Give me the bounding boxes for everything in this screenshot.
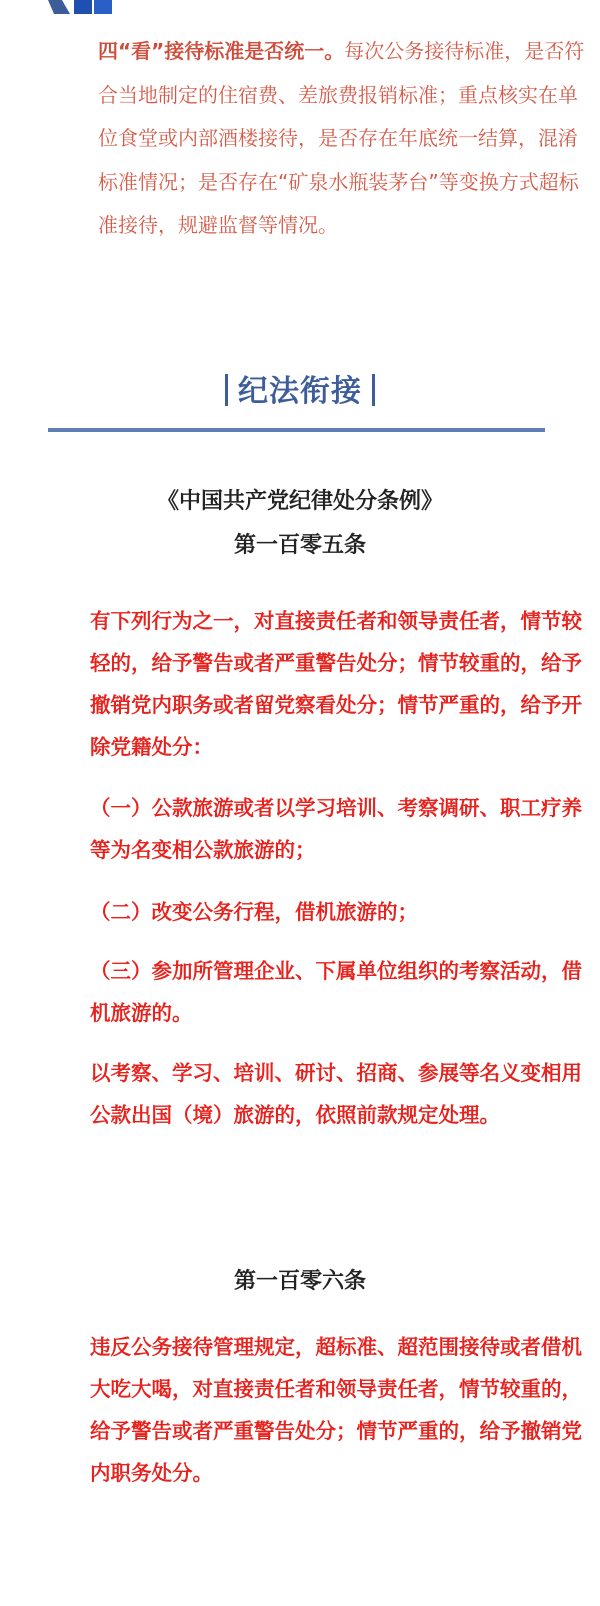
inspection-body: 每次公务接待标准，是否符合当地制定的住宿费、差旅费报销标准；重点核实在单位食堂或内部酒楼接待，是否存在年底统一结算，混淆标准情况；是否存在“矿泉水瓶装茅台”等变换方式超标准接待，规避监督等情况。 [98,39,585,237]
heading-bar-right [372,374,375,406]
section-heading [0,366,600,410]
article-105-item-1: （一）公款旅游或者以学习培训、考察调研、职工疗养等为名变相公款旅游的； [90,796,582,862]
section-title: 纪法衔接 [238,374,362,409]
article-105-paragraph-1: 有下列行为之一，对直接责任者和领导责任者，情节较轻的，给予警告或者严重警告处分；情节较重的，给予撤销党内职务或者留党察看处分；情节严重的，给予开除党籍处分： [90,609,582,759]
article-105-title: 第一百零五条 [233,533,366,558]
inspection-lead: 四“看”接待标准是否统一。 [98,39,345,63]
article-106-title: 第一百零六条 [233,1269,366,1294]
article-106-paragraph-1: 违反公务接待管理规定，超标准、超范围接待或者借机大吃大喝，对直接责任者和领导责任者，情节较重的，给予警告或者严重警告处分；情节严重的，给予撤销党内职务处分。 [90,1335,582,1485]
regulation-title: 《中国共产党纪律处分条例》 [156,489,443,514]
heading-bar-left [225,374,228,406]
inspection-point-4 [56,30,588,248]
article-105-item-3: （三）参加所管理企业、下属单位组织的考察活动，借机旅游的。 [90,959,582,1025]
article-105-paragraph-2: 以考察、学习、培训、研讨、招商、参展等名义变相用公款出国（境）旅游的，依照前款规定处理。 [90,1061,582,1127]
article-105-item-2: （二）改变公务行程，借机旅游的； [90,900,418,924]
decorative-graphic [48,0,114,14]
section-divider [48,428,545,432]
